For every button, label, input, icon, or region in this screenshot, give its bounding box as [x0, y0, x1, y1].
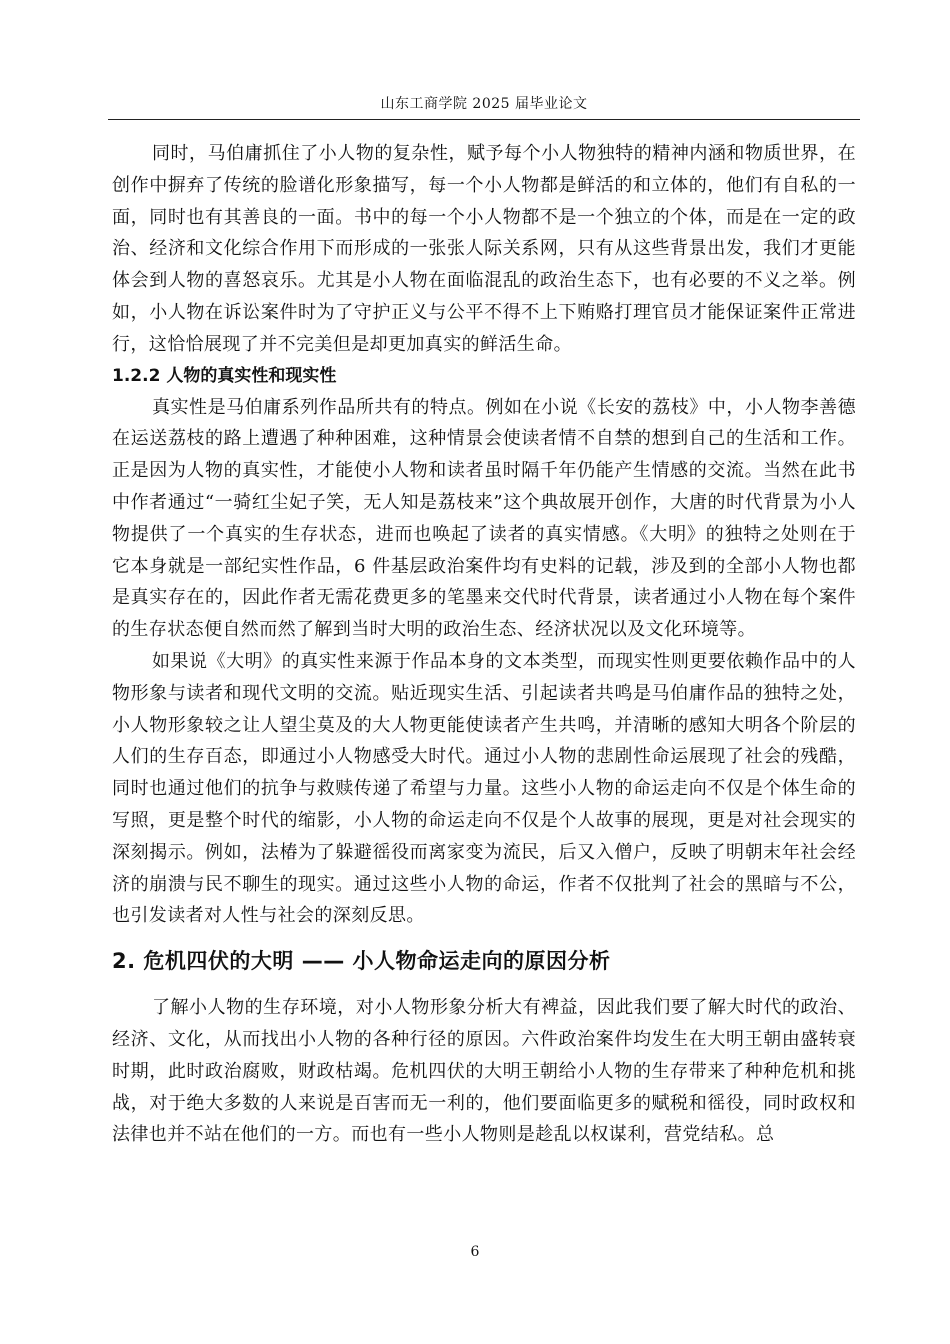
paragraph-1: 同时，马伯庸抓住了小人物的复杂性，赋予每个小人物独特的精神内涵和物质世界，在创作中摒弃了传统的脸谱化形象描写，每一个小人物都是鲜活的和立体的，他们有自私的一面，同时也有其善良的一面。书中的每一个小人物都不是一个独立的个体，而是在一定的政治、经济和文化综合作用下而形成的一张张人际关系网，只有从这些背景出发，我们才更能体会到人物的喜怒哀乐。尤其是小人物在面临混乱的政治生态下，也有必要的不义之举。例如，小人物在诉讼案件时为了守护正义与公平不得不上下贿赂打理官员才能保证案件正常进行，这恰恰展现了并不完美但是却更加真实的鲜活生命。	[112, 143, 856, 355]
page-number: 6	[470, 1244, 480, 1260]
body-text	[112, 138, 856, 1151]
section-heading: 2. 危机四伏的大明 —— 小人物命运走向的原因分析	[112, 949, 611, 974]
running-header: 山东工商学院 2025 届毕业论文	[380, 96, 588, 112]
paragraph-4: 了解小人物的生存环境，对小人物形象分析大有裨益，因此我们要了解大时代的政治、经济、文化，从而找出小人物的各种行径的原因。六件政治案件均发生在大明王朝由盛转衰时期，此时政治腐败，财政枯竭。危机四伏的大明王朝给小人物的生存带来了种种危机和挑战，对于绝大多数的人来说是百害而无一利的，他们要面临更多的赋税和徭役，同时政权和法律也并不站在他们的一方。而也有一些小人物则是趁乱以权谋利，营党结私。总	[112, 997, 856, 1146]
paragraph-2: 真实性是马伯庸系列作品所共有的特点。例如在小说《长安的荔枝》中，小人物李善德在运送荔枝的路上遭遇了种种困难，这种情景会使读者情不自禁的想到自己的生活和工作。正是因为人物的真实性，才能使小人物和读者虽时隔千年仍能产生情感的交流。当然在此书中作者通过“一骑红尘妃子笑，无人知是荔枝来”这个典故展开创作，大唐的时代背景为小人物提供了一个真实的生存状态，进而也唤起了读者的真实情感。《大明》的独特之处则在于它本身就是一部纪实性作品，6 件基层政治案件均有史料的记载，涉及到的全部小人物也都是真实存在的，因此作者无需花费更多的笔墨来交代时代背景，读者通过小人物在每个案件的生存状态便自然而然了解到当时大明的政治生态、经济状况以及文化环境等。	[112, 396, 856, 641]
subsection-heading: 1.2.2 人物的真实性和现实性	[112, 365, 337, 386]
paragraph-3: 如果说《大明》的真实性来源于作品本身的文本类型，而现实性则更要依赖作品中的人物形象与读者和现代文明的交流。贴近现实生活、引起读者共鸣是马伯庸作品的独特之处，小人物形象较之让人望尘莫及的大人物更能使读者产生共鸣，并清晰的感知大明各个阶层的人们的生存百态，即通过小人物感受大时代。通过小人物的悲剧性命运展现了社会的残酷，同时也通过他们的抗争与救赎传递了希望与力量。这些小人物的命运走向不仅是个体生命的写照，更是整个时代的缩影，小人物的命运走向不仅是个人故事的展现，更是对社会现实的深刻揭示。例如，法椿为了躲避徭役而离家变为流民，后又入僧户，反映了明朝末年社会经济的崩溃与民不聊生的现实。通过这些小人物的命运，作者不仅批判了社会的黑暗与不公，也引发读者对人性与社会的深刻反思。	[112, 650, 856, 927]
header-rule	[108, 119, 860, 120]
